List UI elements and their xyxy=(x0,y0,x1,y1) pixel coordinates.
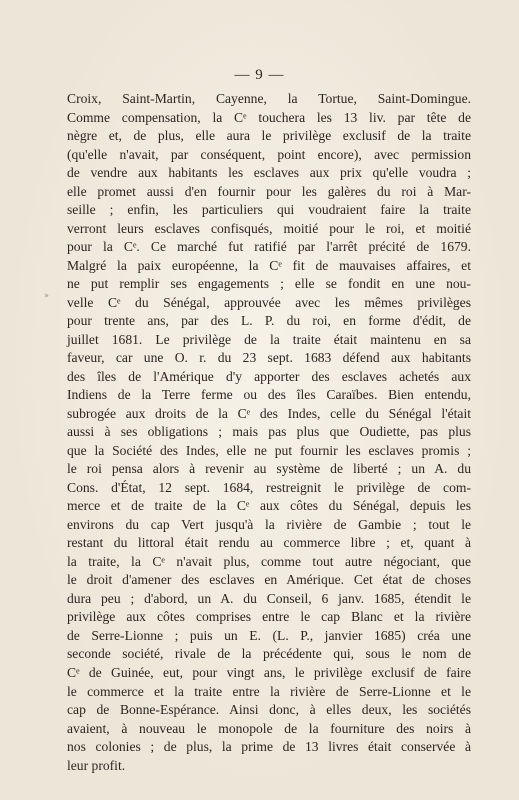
text-line: leur profit. xyxy=(67,757,126,773)
text-line: Indiens de la Terre ferme ou des îles Caraïbes. Bien entendu, xyxy=(67,387,471,403)
text-line: de Serre-Lionne ; puis un E. (L. P., janvier 1685) créa une xyxy=(67,627,471,643)
text-line: ne put remplir ses engagements ; elle se fondit en une nou- xyxy=(67,276,471,292)
text-line: Malgré la paix européenne, la Cᵉ fit de mauvaises affaires, et xyxy=(67,257,471,273)
text-line: aussi à ses obligations ; mais pas plus que Oudiette, pas plus xyxy=(67,424,471,440)
text-line: Cᵉ de Guinée, eut, pour vingt ans, le privilège exclusif de faire xyxy=(67,664,471,680)
text-line: nos colonies ; de plus, la prime de 13 livres était conservée à xyxy=(67,739,471,755)
text-line: seille ; enfin, les particuliers qui voudraient faire la traite xyxy=(67,202,471,218)
text-line: velle Cᵉ du Sénégal, approuvée avec les mêmes privilèges xyxy=(67,294,471,310)
text-line: restant du littoral était rendu au commerce libre ; et, quant à xyxy=(67,535,471,551)
text-line: elle promet aussi d'en fournir pour les galères du roi à Mar- xyxy=(67,183,471,199)
text-line: merce et de traite de la Cᵉ aux côtes du Sénégal, depuis les xyxy=(67,498,471,514)
text-line: seconde société, rivale de la précédente qui, sous le nom de xyxy=(67,646,471,662)
text-line: nègre et, de plus, elle aura le privilège exclusif de la traite xyxy=(67,128,471,144)
text-line: faveur, car une O. r. du 23 sept. 1683 défend aux habitants xyxy=(67,350,471,366)
page-number: — 9 — xyxy=(234,67,285,83)
margin-mark: » xyxy=(44,291,49,300)
text-line: pour la Cᵉ. Ce marché fut ratifié par l'arrêt précité de 1679. xyxy=(67,239,471,255)
text-line: le droit d'amener des esclaves en Amérique. Cet état de choses xyxy=(67,572,471,588)
text-line: privilège aux côtes comprises entre le cap Blanc et la rivière xyxy=(67,609,471,625)
text-line: le roi pensa alors à revenir au système de liberté ; un A. du xyxy=(67,461,471,477)
body-text xyxy=(67,90,471,775)
text-line: la traite, la Cᵉ n'avait plus, comme tout autre négociant, que xyxy=(67,553,471,569)
text-line: (qu'elle n'avait, par conséquent, point encore), avec permission xyxy=(67,146,471,162)
text-line: juillet 1681. Le privilège de la traite était maintenu en sa xyxy=(67,331,471,347)
text-line: pour trente ans, par des L. P. du roi, en forme d'édit, de xyxy=(67,313,471,329)
text-line: le commerce et la traite entre la rivière de Serre-Lionne et le xyxy=(67,683,471,699)
text-line: des îles de l'Amérique d'y apporter des esclaves achetés aux xyxy=(67,368,471,384)
text-line: avaient, à nouveau le monopole de la fourniture des noirs à xyxy=(67,720,471,736)
text-line: dura peu ; d'abord, un A. du Conseil, 6 janv. 1685, étendit le xyxy=(67,590,471,606)
text-line: environs du cap Vert jusqu'à la rivière de Gambie ; tout le xyxy=(67,516,471,532)
text-line: Comme compensation, la Cᵉ touchera les 13 liv. par tête de xyxy=(67,109,471,125)
text-line: que la Société des Indes, elle ne put fournir les esclaves promis ; xyxy=(67,442,471,458)
text-line: Cons. d'État, 12 sept. 1684, restreignit le privilège de com- xyxy=(67,479,471,495)
text-line: cap de Bonne-Espérance. Ainsi donc, à elles deux, les sociétés xyxy=(67,702,471,718)
text-line: de vendre aux habitants les esclaves aux prix qu'elle voudra ; xyxy=(67,165,471,181)
text-line: Croix, Saint-Martin, Cayenne, la Tortue, Saint-Domingue. xyxy=(67,91,471,106)
text-line: verront leurs esclaves confisqués, moitié pour le roi, et moitié xyxy=(67,220,471,236)
text-line: subrogée aux droits de la Cᵉ des Indes, celle du Sénégal l'était xyxy=(67,405,471,421)
